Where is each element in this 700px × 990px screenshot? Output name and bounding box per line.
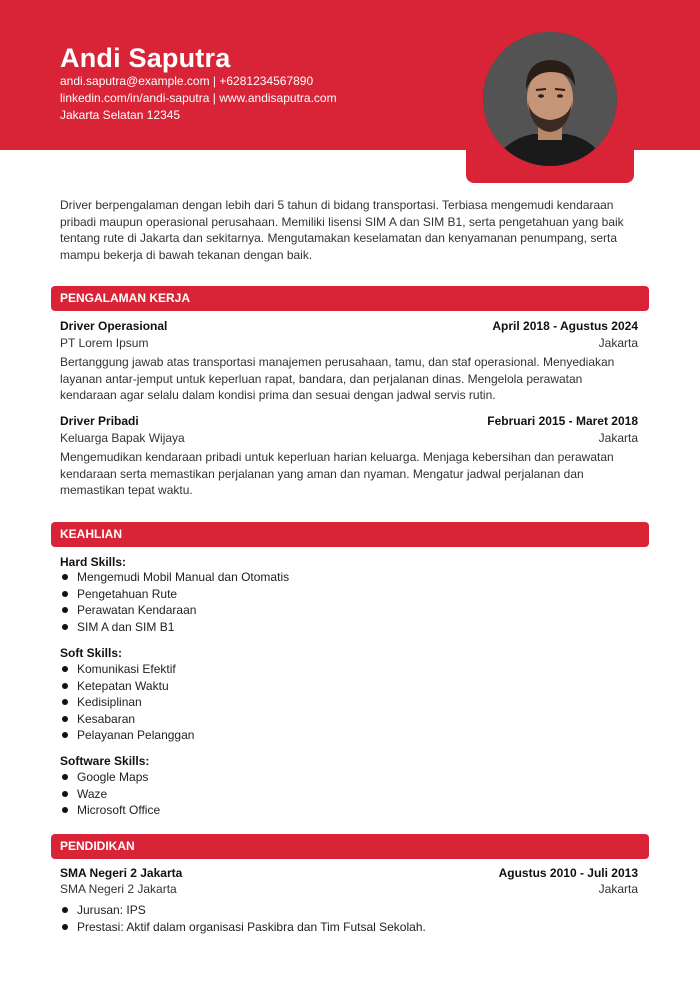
- list-item: SIM A dan SIM B1: [60, 619, 289, 636]
- list-item: Ketepatan Waktu: [60, 678, 194, 695]
- education-details-list: [60, 902, 426, 935]
- list-item: Pelayanan Pelanggan: [60, 727, 194, 744]
- list-item: Jurusan: IPS: [60, 902, 426, 919]
- list-item: Komunikasi Efektif: [60, 661, 194, 678]
- list-item: Microsoft Office: [60, 802, 160, 819]
- list-item: Kedisiplinan: [60, 694, 194, 711]
- list-item: Waze: [60, 786, 160, 803]
- list-item: Pengetahuan Rute: [60, 586, 289, 603]
- job-2-company: Keluarga Bapak Wijaya: [60, 431, 185, 445]
- candidate-name: Andi Saputra: [60, 43, 231, 73]
- education-school-sub: SMA Negeri 2 Jakarta: [60, 882, 177, 896]
- job-1-company: PT Lorem Ipsum: [60, 336, 149, 350]
- job-2-title: Driver Pribadi: [60, 414, 139, 428]
- education-dates: Agustus 2010 - Juli 2013: [498, 866, 638, 880]
- software-skills-label: Software Skills:: [60, 754, 150, 768]
- job-1-dates: April 2018 - Agustus 2024: [492, 319, 638, 333]
- list-item: Kesabaran: [60, 711, 194, 728]
- job-1-title: Driver Operasional: [60, 319, 168, 333]
- job-2-description: Mengemudikan kendaraan pribadi untuk keperluan harian keluarga. Menjaga kebersihan dan perawatan kendaraan serta memastikan perjalanan yang aman dan nyaman. Mengatur jadwal perjalanan dan memastikan tepat waktu.: [60, 450, 614, 497]
- job-2-location: Jakarta: [598, 431, 638, 445]
- education-school: SMA Negeri 2 Jakarta: [60, 866, 183, 880]
- contact-address: Jakarta Selatan 12345: [60, 108, 181, 122]
- hard-skills-list: [60, 569, 289, 635]
- job-2-dates: Februari 2015 - Maret 2018: [487, 414, 638, 428]
- profile-photo-illustration: [483, 32, 617, 166]
- section-header-education: PENDIDIKAN: [51, 834, 649, 859]
- job-1-description: Bertanggung jawab atas transportasi manajemen perusahaan, tamu, dan staf operasional. Menyediakan layanan antar-jemput untuk keperluan rapat, bandara, dan perjalanan dinas. Mengelola perawatan kendaraan agar selalu dalam kondisi prima dan sesuai dengan jadwal servis rutin.: [60, 355, 615, 402]
- contact-email-phone: andi.saputra@example.com | +6281234567890: [60, 74, 314, 88]
- section-header-experience: PENGALAMAN KERJA: [51, 286, 649, 311]
- hard-skills-label: Hard Skills:: [60, 555, 127, 569]
- software-skills-list: [60, 769, 160, 819]
- list-item: Google Maps: [60, 769, 160, 786]
- list-item: Prestasi: Aktif dalam organisasi Paskibra dan Tim Futsal Sekolah.: [60, 919, 426, 936]
- section-header-skills: KEAHLIAN: [51, 522, 649, 547]
- contact-links: linkedin.com/in/andi-saputra | www.andisaputra.com: [60, 91, 337, 105]
- soft-skills-label: Soft Skills:: [60, 646, 123, 660]
- list-item: Mengemudi Mobil Manual dan Otomatis: [60, 569, 289, 586]
- education-location: Jakarta: [598, 882, 638, 896]
- job-1-location: Jakarta: [598, 336, 638, 350]
- profile-summary: Driver berpengalaman dengan lebih dari 5 tahun di bidang transportasi. Terbiasa mengemudi kendaraan pribadi maupun operasional perusahaan. Memiliki lisensi SIM A dan SIM B1, serta pengetahuan yang baik tentang rute di Jakarta dan sekitarnya. Mengutamakan keselamatan dan kenyamanan penumpang, serta mampu bekerja di bawah tekanan dengan baik.: [60, 198, 624, 262]
- soft-skills-list: [60, 661, 194, 744]
- profile-photo: [483, 32, 617, 166]
- list-item: Perawatan Kendaraan: [60, 602, 289, 619]
